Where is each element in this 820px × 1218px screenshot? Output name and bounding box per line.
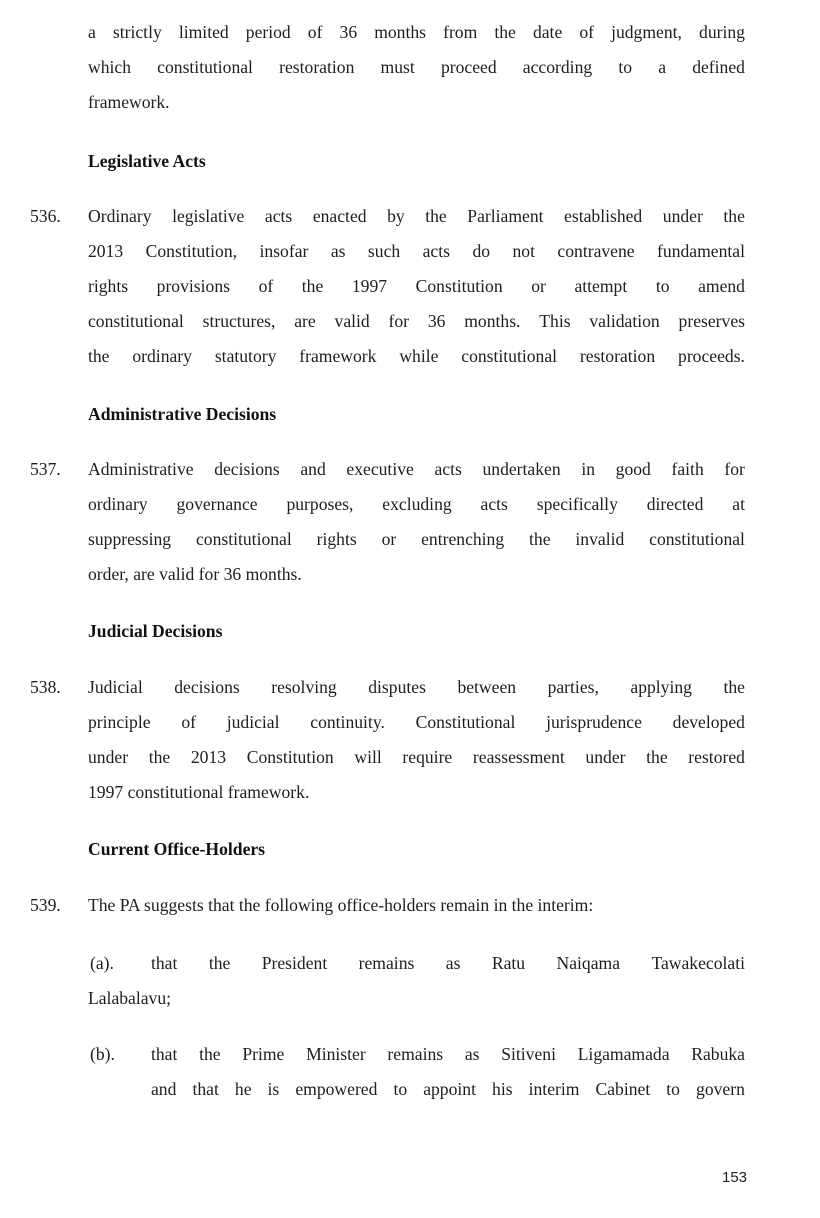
word: provisions <box>156 276 230 296</box>
sub-item-text-line <box>151 1078 745 1100</box>
word: at <box>732 494 745 514</box>
word: 36 <box>339 22 358 42</box>
word: specifically <box>536 494 618 514</box>
word: Constitution <box>415 276 503 296</box>
sub-item-label: (a). <box>90 953 114 973</box>
sub-item-label: (b). <box>90 1044 115 1064</box>
word: restored <box>688 747 745 767</box>
word: amend <box>698 276 745 296</box>
word: legislative <box>172 206 245 226</box>
word: under <box>585 747 626 767</box>
section-heading: Current Office-Holders <box>88 839 266 859</box>
word: while <box>399 346 439 366</box>
word: a <box>658 57 667 77</box>
word: and <box>151 1079 177 1099</box>
word: established <box>564 206 643 226</box>
word: reassessment <box>472 747 565 767</box>
word: undertaken <box>482 459 561 479</box>
word: defined <box>692 57 745 77</box>
word: parties, <box>547 677 599 697</box>
word: his <box>492 1079 513 1099</box>
body-text-line <box>88 21 745 43</box>
body-text-line: framework. <box>88 92 170 112</box>
word: rights <box>88 276 129 296</box>
word: as <box>464 1044 480 1064</box>
word: for <box>724 459 745 479</box>
word: date <box>532 22 563 42</box>
word: is <box>267 1079 280 1099</box>
body-text-line: 1997 constitutional framework. <box>88 782 310 802</box>
word: Ordinary <box>88 206 152 226</box>
paragraph-number: 536. <box>30 206 61 226</box>
word: judgment, <box>611 22 682 42</box>
body-text-line <box>88 458 745 480</box>
word: the <box>723 677 745 697</box>
body-text-line <box>88 676 745 698</box>
word: fundamental <box>657 241 745 261</box>
word: according <box>522 57 593 77</box>
word: Sitiveni <box>501 1044 556 1064</box>
word: Constitution <box>246 747 334 767</box>
word: months <box>374 22 427 42</box>
word: 2013 <box>190 747 227 767</box>
word: executive <box>346 459 414 479</box>
body-text-line <box>88 711 745 733</box>
word: period <box>245 22 291 42</box>
word: to <box>393 1079 408 1099</box>
word: acts <box>264 206 293 226</box>
word: during <box>699 22 745 42</box>
word: attempt <box>574 276 628 296</box>
word: Minister <box>306 1044 366 1064</box>
word: principle <box>88 712 151 732</box>
word: contravene <box>557 241 635 261</box>
word: strictly <box>112 22 162 42</box>
word: remains <box>358 953 415 973</box>
word: This <box>539 311 571 331</box>
body-text-line <box>88 275 745 297</box>
word: framework <box>299 346 377 366</box>
word: the <box>199 1044 221 1064</box>
sub-item-text-line: Lalabalavu; <box>88 988 172 1008</box>
word: structures, <box>202 311 276 331</box>
word: by <box>387 206 405 226</box>
paragraph-number: 537. <box>30 459 61 479</box>
word: between <box>457 677 517 697</box>
word: or <box>381 529 397 549</box>
body-text-line <box>88 56 745 78</box>
word: or <box>531 276 546 296</box>
word: proceed <box>440 57 497 77</box>
word: good <box>615 459 651 479</box>
word: the <box>494 22 516 42</box>
word: are <box>294 311 316 331</box>
word: Tawakecolati <box>651 953 745 973</box>
word: must <box>380 57 415 77</box>
word: of <box>579 22 594 42</box>
word: judicial <box>226 712 280 732</box>
body-text-line: order, are valid for 36 months. <box>88 564 302 584</box>
word: proceeds. <box>678 346 745 366</box>
body-text-line <box>88 493 745 515</box>
word: faith <box>671 459 704 479</box>
word: Constitution, <box>145 241 238 261</box>
sub-item-text-line <box>151 1043 745 1065</box>
word: jurisprudence <box>546 712 642 732</box>
word: excluding <box>382 494 452 514</box>
word: the <box>646 747 668 767</box>
word: a <box>88 22 96 42</box>
word: of <box>258 276 274 296</box>
body-text-line <box>88 746 745 768</box>
word: directed <box>646 494 704 514</box>
word: Ratu <box>491 953 526 973</box>
word: acts <box>434 459 462 479</box>
word: continuity. <box>310 712 385 732</box>
word: Constitutional <box>415 712 516 732</box>
word: Ligamamada <box>577 1044 670 1064</box>
word: ordinary <box>132 346 192 366</box>
word: empowered <box>295 1079 378 1099</box>
word: purposes, <box>286 494 354 514</box>
word: 2013 <box>88 241 124 261</box>
word: the <box>148 747 171 767</box>
word: constitutional <box>461 346 558 366</box>
word: from <box>443 22 478 42</box>
word: which <box>88 57 131 77</box>
word: developed <box>672 712 745 732</box>
word: insofar <box>259 241 309 261</box>
word: statutory <box>214 346 277 366</box>
word: applying <box>630 677 692 697</box>
body-text-line <box>88 240 745 262</box>
body-text-line <box>88 345 745 367</box>
section-heading: Administrative Decisions <box>88 404 277 424</box>
word: 36 <box>427 311 446 331</box>
word: constitutional <box>195 529 292 549</box>
word: enacted <box>312 206 367 226</box>
word: decisions <box>174 677 240 697</box>
word: entrenching <box>421 529 505 549</box>
word: the <box>723 206 745 226</box>
paragraph-number: 539. <box>30 895 61 915</box>
word: ordinary <box>88 494 148 514</box>
word: preserves <box>678 311 745 331</box>
word: not <box>512 241 535 261</box>
word: acts <box>480 494 508 514</box>
word: of <box>181 712 196 732</box>
sub-item-text-line <box>151 952 745 974</box>
word: as <box>330 241 346 261</box>
word: decisions <box>214 459 280 479</box>
word: validation <box>589 311 660 331</box>
body-text-line <box>88 205 745 227</box>
word: under <box>88 747 129 767</box>
word: disputes <box>368 677 426 697</box>
word: that <box>151 953 178 973</box>
word: Rabuka <box>691 1044 745 1064</box>
word: Naiqama <box>556 953 621 973</box>
word: require <box>402 747 453 767</box>
word: that <box>192 1079 219 1099</box>
body-text-line: The PA suggests that the following office-holders remain in the interim: <box>88 895 594 915</box>
body-text-line <box>88 528 745 550</box>
word: interim <box>528 1079 580 1099</box>
word: constitutional <box>649 529 745 549</box>
word: appoint <box>423 1079 476 1099</box>
word: to <box>655 276 670 296</box>
word: governance <box>176 494 258 514</box>
word: President <box>261 953 328 973</box>
word: invalid <box>575 529 625 549</box>
word: Prime <box>242 1044 285 1064</box>
word: suppressing <box>88 529 172 549</box>
word: constitutional <box>157 57 253 77</box>
word: do <box>472 241 491 261</box>
word: months. <box>464 311 521 331</box>
word: the <box>208 953 231 973</box>
word: valid <box>334 311 370 331</box>
word: restoration <box>579 346 656 366</box>
word: that <box>151 1044 178 1064</box>
section-heading: Judicial Decisions <box>88 621 223 641</box>
word: of <box>307 22 323 42</box>
word: 1997 <box>351 276 388 296</box>
word: rights <box>316 529 357 549</box>
section-heading: Legislative Acts <box>88 151 206 171</box>
word: to <box>666 1079 680 1099</box>
word: Cabinet <box>595 1079 651 1099</box>
word: resolving <box>271 677 337 697</box>
word: under <box>662 206 703 226</box>
word: Judicial <box>88 677 143 697</box>
word: constitutional <box>88 311 184 331</box>
word: to <box>618 57 633 77</box>
word: the <box>88 346 110 366</box>
word: for <box>388 311 410 331</box>
page-number: 153 <box>722 1169 748 1186</box>
word: restoration <box>279 57 355 77</box>
word: and <box>300 459 326 479</box>
word: in <box>581 459 595 479</box>
word: acts <box>422 241 450 261</box>
word: the <box>301 276 324 296</box>
word: the <box>425 206 447 226</box>
word: Parliament <box>467 206 544 226</box>
word: govern <box>696 1079 745 1099</box>
body-text-line <box>88 310 745 332</box>
word: the <box>529 529 551 549</box>
word: as <box>445 953 461 973</box>
word: such <box>367 241 401 261</box>
word: will <box>354 747 382 767</box>
word: limited <box>178 22 229 42</box>
word: Administrative <box>88 459 194 479</box>
word: remains <box>387 1044 444 1064</box>
paragraph-number: 538. <box>30 677 61 697</box>
word: he <box>234 1079 252 1099</box>
